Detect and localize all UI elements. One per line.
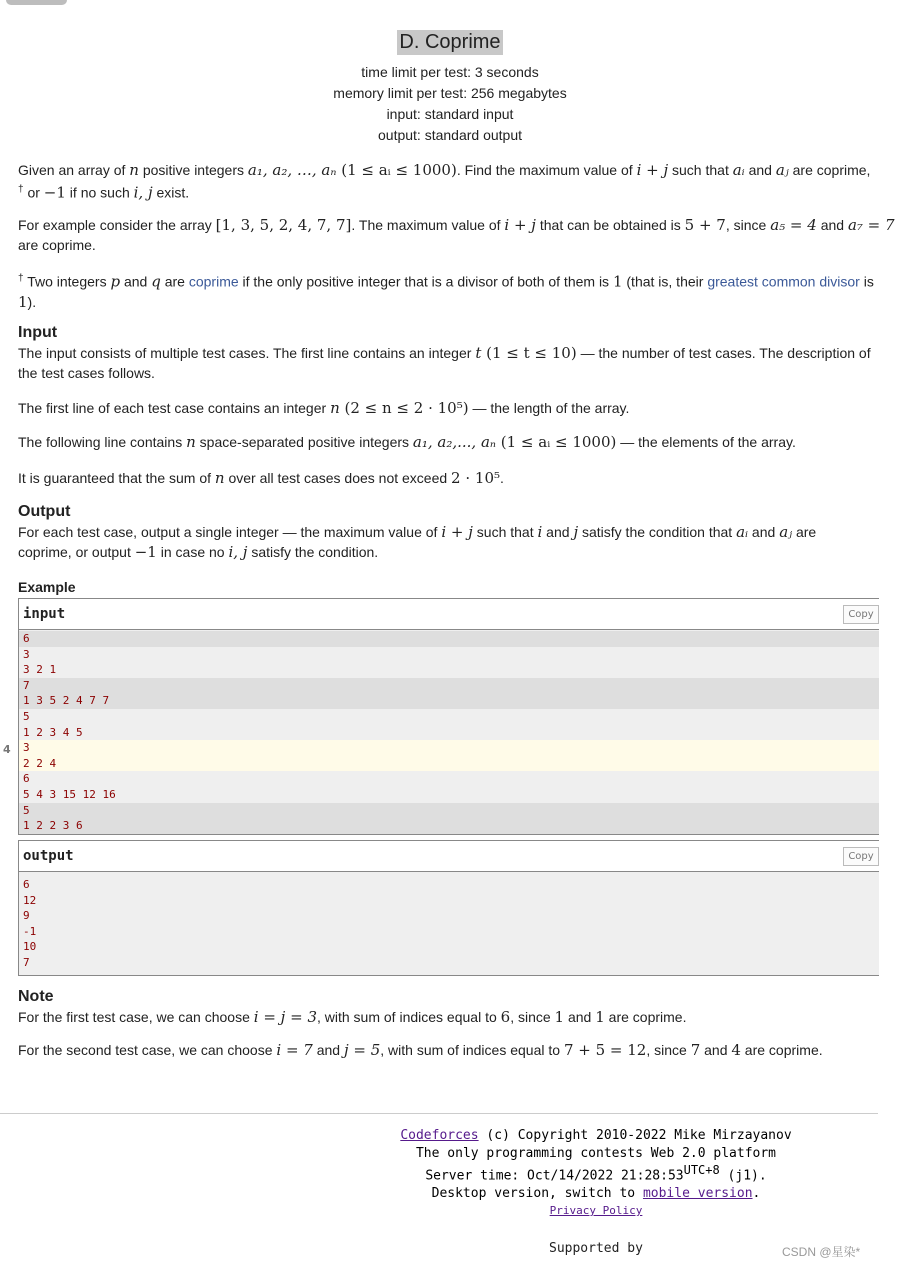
note-paragraph-1: For the first test case, we can choose i = j = 3, with sum of indices equal to 6, since 1 and 1 are coprime. [18,1008,687,1026]
output-line: 9 [23,909,30,923]
input-line: 2 2 4 [19,756,879,772]
output-heading: Output [18,503,71,520]
output-line: 10 [23,940,37,954]
gcd-link[interactable]: greatest common divisor [707,273,860,290]
statement-paragraph-2: For example consider the array [1, 3, 5, 2, 4, 7, 7]. The maximum value of i + j that can be obtained is 5 + 7, since a₅ = 4 and a₇ = 7 are coprime. [18,216,895,253]
test-case-marker: 4 [3,743,11,756]
example-input-title: input [23,606,66,622]
input-line: 3 2 1 [19,662,879,678]
footer-tagline: The only programming contests Web 2.0 platform [415,1145,777,1161]
input-paragraph-3: The following line contains n space-separated positive integers a₁, a₂,..., aₙ (1 ≤ aᵢ ≤ 1000) — the elements of the array. [18,433,796,451]
input-line: 5 [19,709,879,725]
footer-divider [0,1113,878,1114]
note-heading: Note [18,988,54,1005]
output-paragraph: For each test case, output a single integer — the maximum value of i + j such that i and j satisfy the condition that aᵢ and aⱼ are coprime, or output −1 in case no i, j satisfy the condition. [18,523,817,561]
input-line: 1 2 2 3 6 [19,818,879,834]
statement-paragraph-1: Given an array of n positive integers a₁, a₂, …, aₙ (1 ≤ aᵢ ≤ 1000). Find the maximum value of i + j such that aᵢ and aⱼ are coprime, † or −1 if no such i, j exist. [18,161,871,202]
coprime-link[interactable]: coprime [188,273,239,290]
problem-title: D. Coprime [399,31,501,53]
top-tab [6,0,67,5]
input-heading: Input [18,324,58,341]
privacy-policy-link[interactable]: Privacy Policy [549,1204,643,1218]
memory-limit: memory limit per test: 256 megabytes [333,85,567,101]
note-paragraph-2: For the second test case, we can choose i = 7 and j = 5, with sum of indices equal to 7 + 5 = 12, since 7 and 4 are coprime. [18,1041,823,1059]
output-line: 12 [23,893,37,907]
example-label: Example [18,579,76,595]
input-line: 3 [19,647,879,663]
example-output-title: output [23,848,74,864]
mobile-version-link[interactable]: mobile version [642,1185,753,1201]
problem-header [0,30,900,146]
input-line: 3 [19,740,879,756]
input-paragraph-2: The first line of each test case contains an integer n (2 ≤ n ≤ 2 · 10⁵) — the length of the array. [18,399,630,417]
input-line: 1 2 3 4 5 [19,725,879,741]
example-output-box [18,840,879,976]
output-line: 7 [23,955,30,969]
copy-output-button[interactable]: Copy [843,847,879,866]
footer: Codeforces (c) Copyright 2010-2022 Mike Mirzayanov The only programming contests Web 2.0 platform Server time: Oct/14/2022 $21:28:53^{UTC+8}$ (j1). Desktop version, switch to mobile version. Privacy Policy [316,1127,876,1220]
input-line: 6 [19,771,879,787]
codeforces-link[interactable]: Codeforces [400,1128,479,1143]
input-line: 7 [19,678,879,694]
statement-footnote: † Two integers p and q are coprime if the only positive integer that is a divisor of both of them is 1 (that is, their greatest common divisor is 1). [18,272,874,311]
input-spec: input: standard input [386,106,514,122]
input-paragraph-4: It is guaranteed that the sum of n over all test cases does not exceed 2 · 10⁵. [18,469,504,487]
output-line: 6 [23,878,30,891]
output-line: -1 [23,924,37,938]
server-time: Server time: Oct/14/2022 21:28:53 [425,1168,684,1184]
example-input-box [18,598,879,835]
input-line: 6 [19,631,879,647]
input-line: 5 4 3 15 12 16 [19,787,879,803]
input-line: 5 [19,803,879,819]
copy-input-button[interactable]: Copy [843,605,879,624]
watermark: CSDN @星染* [782,1245,861,1259]
input-paragraph-1: The input consists of multiple test cases. The first line contains an integer t (1 ≤ t ≤ 10) — the number of test cases. The description of the test cases follows. [18,344,871,381]
input-line: 1 3 5 2 4 7 7 [19,693,879,709]
output-spec: output: standard output [378,127,522,143]
time-limit: time limit per test: 3 seconds [361,64,539,80]
supported-by: Supported by [549,1241,643,1256]
